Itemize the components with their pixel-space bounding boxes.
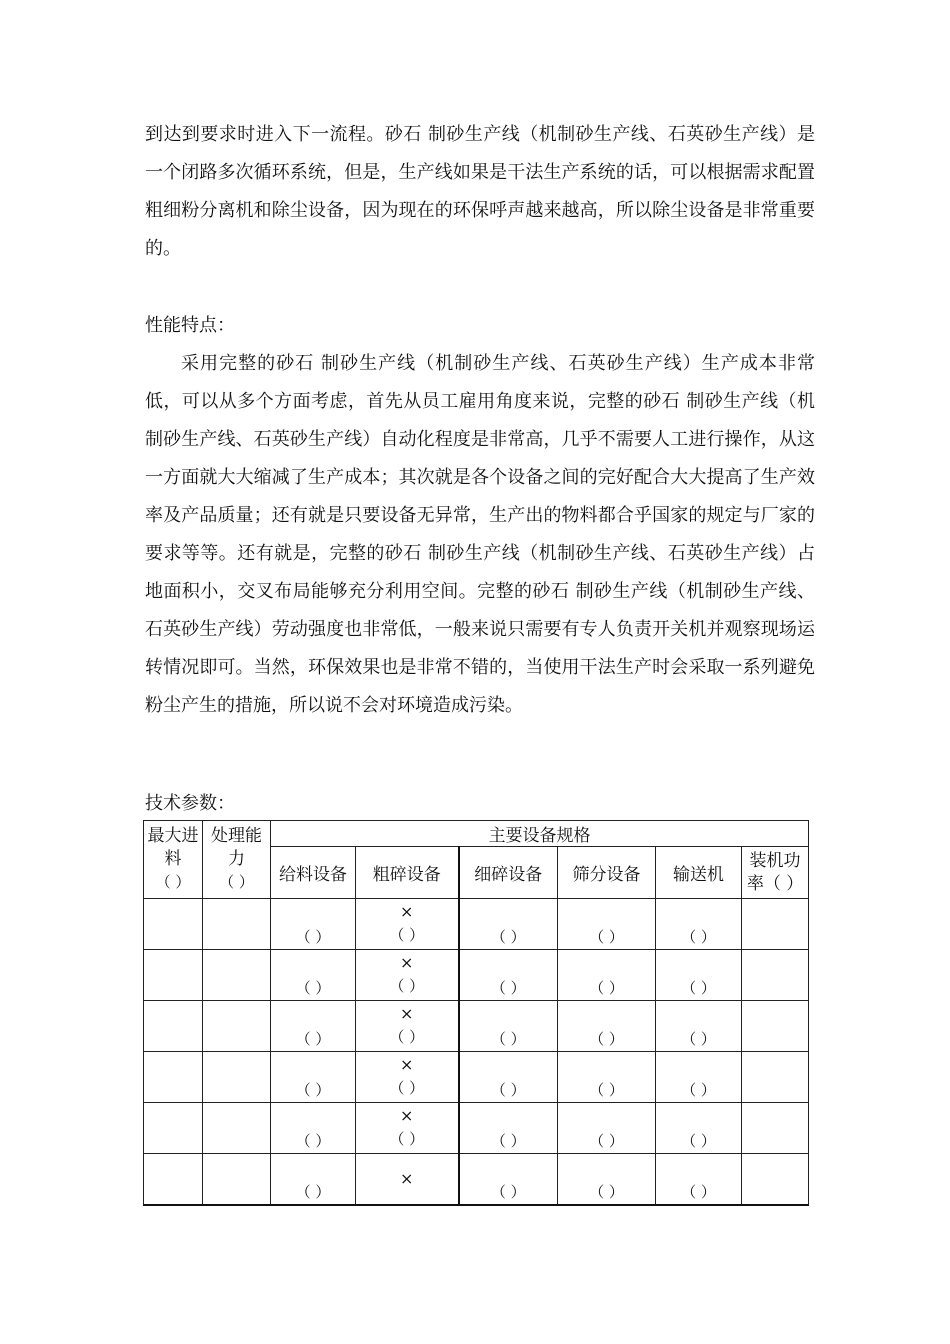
- cell-value: （ ）: [389, 926, 425, 944]
- cell-value: （ ）: [681, 1182, 716, 1201]
- table-row: [144, 899, 809, 950]
- cell-coarse: [356, 950, 459, 1001]
- cell-value: （ ）: [295, 1030, 331, 1048]
- cell-screen: [558, 899, 656, 950]
- cell-value: （ ）: [681, 1030, 716, 1048]
- header-power: 装机功率（ ）: [742, 847, 809, 899]
- header-fine: 细碎设备: [459, 847, 558, 899]
- cell-value: （ ）: [681, 1081, 716, 1099]
- cell-value: （ ）: [490, 1081, 526, 1099]
- cross-mark: ×: [400, 953, 414, 972]
- cell-coarse: [356, 1103, 459, 1154]
- cell-value: （ ）: [295, 1081, 331, 1099]
- cross-mark: ×: [400, 1055, 414, 1074]
- cell-screen: [558, 950, 656, 1001]
- header-conveyor: 输送机: [656, 847, 742, 899]
- cell-value: （ ）: [490, 1132, 526, 1150]
- table-row: [144, 1052, 809, 1103]
- cell-power: [742, 899, 809, 950]
- cell-max-feed: [144, 1103, 203, 1154]
- cell-value: （ ）: [681, 928, 716, 946]
- cell-fine: [459, 1001, 558, 1052]
- cell-power: [742, 1103, 809, 1154]
- cell-value: （ ）: [490, 979, 526, 997]
- table-row: [144, 1103, 809, 1154]
- cell-value: （ ）: [295, 979, 331, 997]
- header-max-feed-unit: （ ）: [155, 873, 191, 891]
- cell-value: （ ）: [490, 1030, 526, 1048]
- cell-feeder: [271, 1154, 356, 1205]
- cell-value: （ ）: [681, 1132, 716, 1150]
- cell-feeder: [271, 899, 356, 950]
- cross-mark: ×: [400, 1004, 414, 1023]
- cross-mark: ×: [400, 1106, 414, 1125]
- cell-capacity: [203, 899, 271, 950]
- header-max-feed-label: 最大进料: [147, 826, 199, 869]
- specs-table: [143, 820, 809, 1206]
- cell-screen: [558, 1001, 656, 1052]
- cell-value: （ ）: [490, 1182, 526, 1201]
- header-capacity-label: 处理能力: [211, 826, 262, 869]
- table-row: [144, 950, 809, 1001]
- features-paragraph: 采用完整的砂石 制砂生产线（机制砂生产线、石英砂生产线）生产成本非常低，可以从多个方面考虑，首先从员工雇用角度来说，完整的砂石 制砂生产线（机制砂生产线、石英砂生产线）自动化程度是非常高，几乎不需要人工进行操作，从这一方面就大大缩减了生产成本；其次就是各个设备之间的完好配合大大提高了生产效率及产品质量；还有就是只要设备无异常，生产出的物料都合乎国家的规定与厂家的要求等等。还有就是，完整的砂石 制砂生产线（机制砂生产线、石英砂生产线）占地面积小，交叉布局能够充分利用空间。完整的砂石 制砂生产线（机制砂生产线、石英砂生产线）劳动强度也非常低，一般来说只需要有专人负责开关机并观察现场运转情况即可。当然，环保效果也是非常不错的，当使用干法生产时会采取一系列避免粉尘产生的措施，所以说不会对环境造成污染。: [145, 353, 815, 716]
- cell-conveyor: [656, 1103, 742, 1154]
- cell-value: （ ）: [389, 977, 425, 995]
- intro-paragraph: 到达到要求时进入下一流程。砂石 制砂生产线（机制砂生产线、石英砂生产线）是一个闭路多次循环系统，但是，生产线如果是干法生产系统的话，可以根据需求配置粗细粉分离机和除尘设备，因为现在的环保呼声越来越高，所以除尘设备是非常重要的。: [145, 124, 815, 259]
- cell-conveyor: [656, 1052, 742, 1103]
- cell-capacity: [203, 1052, 271, 1103]
- cell-feeder: [271, 1052, 356, 1103]
- cell-feeder: [271, 950, 356, 1001]
- cell-value: （ ）: [389, 1079, 425, 1097]
- cell-power: [742, 1001, 809, 1052]
- cell-value: （ ）: [490, 928, 526, 946]
- cell-value: （ ）: [295, 1182, 331, 1201]
- cell-value: （ ）: [589, 1081, 624, 1099]
- cell-fine: [459, 1103, 558, 1154]
- header-coarse: 粗碎设备: [356, 847, 459, 899]
- cell-coarse: [356, 1001, 459, 1052]
- cell-max-feed: [144, 1052, 203, 1103]
- cell-value: （ ）: [389, 1130, 425, 1148]
- cell-value: （ ）: [589, 979, 624, 997]
- cell-capacity: [203, 1154, 271, 1205]
- cell-value: （ ）: [295, 1132, 331, 1150]
- header-feeder: 给料设备: [271, 847, 356, 899]
- cell-conveyor: [656, 950, 742, 1001]
- cell-coarse: [356, 1154, 459, 1205]
- cell-value: （ ）: [589, 1182, 624, 1201]
- cell-conveyor: [656, 899, 742, 950]
- cell-fine: [459, 950, 558, 1001]
- cell-value: （ ）: [681, 979, 716, 997]
- cell-conveyor: [656, 1154, 742, 1205]
- features-heading: 性能特点：: [145, 315, 235, 336]
- cell-max-feed: [144, 1154, 203, 1205]
- cell-max-feed: [144, 1001, 203, 1052]
- cell-screen: [558, 1052, 656, 1103]
- header-capacity: [203, 821, 271, 899]
- specs-heading: 技术参数：: [145, 793, 235, 814]
- cell-max-feed: [144, 950, 203, 1001]
- cross-mark: ×: [400, 1168, 414, 1188]
- cell-value: （ ）: [589, 928, 624, 946]
- cell-fine: [459, 1154, 558, 1205]
- cell-max-feed: [144, 899, 203, 950]
- cell-screen: [558, 1103, 656, 1154]
- cell-feeder: [271, 1001, 356, 1052]
- cell-power: [742, 1154, 809, 1205]
- cell-screen: [558, 1154, 656, 1205]
- cell-value: （ ）: [295, 928, 331, 946]
- cell-value: （ ）: [589, 1132, 624, 1150]
- cell-capacity: [203, 1001, 271, 1052]
- cell-power: [742, 950, 809, 1001]
- table-row: [144, 1154, 809, 1205]
- cell-feeder: [271, 1103, 356, 1154]
- cell-value: （ ）: [389, 1028, 425, 1046]
- cell-fine: [459, 899, 558, 950]
- cell-capacity: [203, 1103, 271, 1154]
- cell-coarse: [356, 899, 459, 950]
- header-main-equipment: 主要设备规格: [271, 821, 809, 847]
- header-capacity-unit: （ ）: [219, 873, 254, 891]
- cell-power: [742, 1052, 809, 1103]
- header-max-feed: [144, 821, 203, 899]
- cell-value: （ ）: [589, 1030, 624, 1048]
- cell-conveyor: [656, 1001, 742, 1052]
- table-row: [144, 1001, 809, 1052]
- cell-fine: [459, 1052, 558, 1103]
- cell-coarse: [356, 1052, 459, 1103]
- cell-capacity: [203, 950, 271, 1001]
- header-screen: 筛分设备: [558, 847, 656, 899]
- cross-mark: ×: [400, 902, 414, 921]
